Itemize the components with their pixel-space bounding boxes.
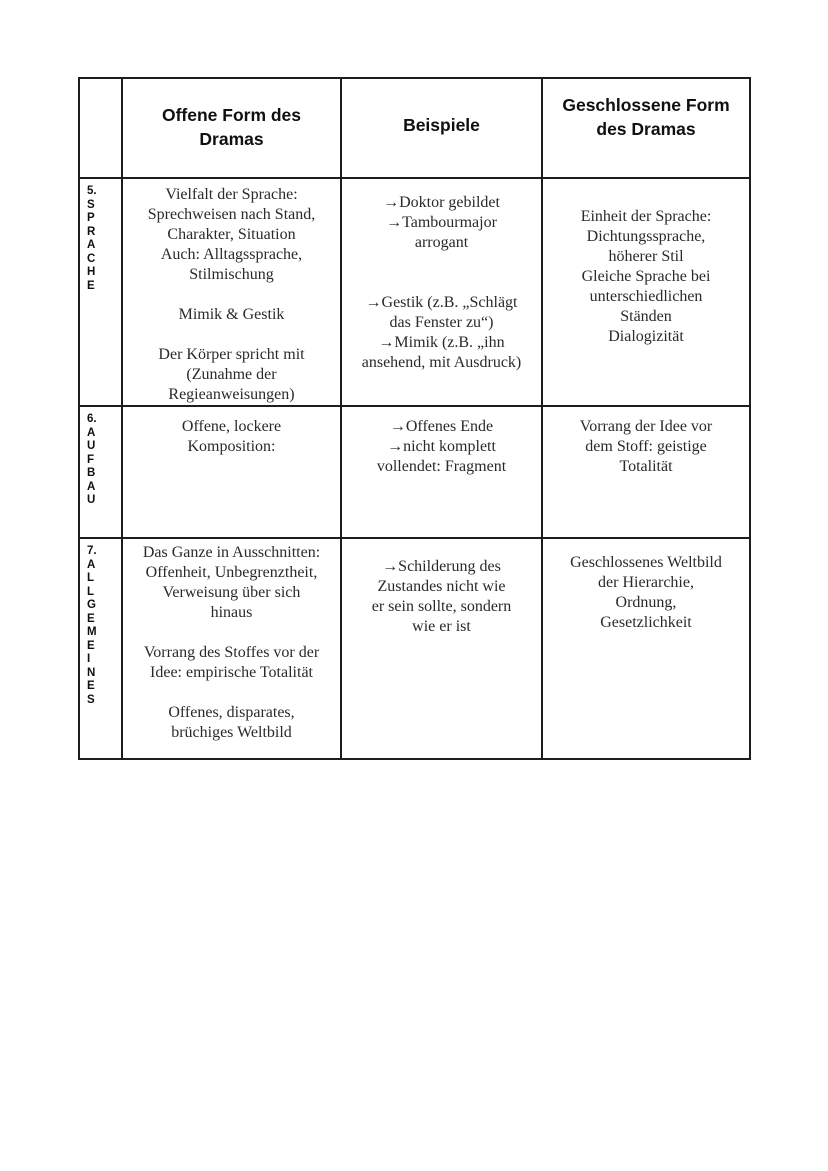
text-line	[123, 683, 340, 703]
text-line: Zustandes nicht wie	[377, 578, 506, 595]
text-line: wie er ist	[412, 618, 471, 635]
text-line: Geschlossenes Weltbild	[570, 554, 722, 571]
header-row	[79, 78, 750, 178]
text-line: Stilmischung	[189, 266, 274, 283]
row-label	[80, 539, 121, 707]
text-line: Ordnung,	[615, 594, 677, 611]
text-line: Auch: Alltagssprache,	[160, 246, 303, 263]
cell-text	[123, 407, 340, 457]
label-char: N	[87, 666, 96, 679]
text-line: Vielfalt der Sprache:	[165, 186, 298, 203]
label-char: C	[87, 252, 96, 265]
header-open-form-title	[123, 79, 340, 151]
row-allgemeines	[79, 538, 750, 759]
text-line: hinaus	[210, 604, 253, 621]
text-line	[342, 253, 541, 273]
row-allgemeines-label-cell	[79, 538, 122, 759]
text-line: dem Stoff: geistige	[585, 438, 707, 455]
text-line: arrogant	[414, 234, 469, 251]
header-closed-form-title	[543, 79, 749, 141]
vertical-label	[87, 199, 121, 294]
text-line: Ständen	[620, 308, 672, 325]
text-line: Dichtungssprache,	[586, 228, 706, 245]
label-char: M	[87, 626, 97, 638]
text-line: Offenes, disparates,	[168, 704, 295, 721]
label-char: B	[87, 467, 96, 479]
header-examples-title	[342, 79, 541, 137]
label-char: U	[87, 440, 96, 452]
label-char: L	[87, 585, 95, 598]
label-char: A	[87, 480, 96, 493]
label-char: S	[87, 693, 95, 706]
header-open-form-cell	[122, 78, 341, 178]
cell-text	[342, 539, 541, 637]
label-char: P	[87, 212, 95, 224]
text-line: Regieanweisungen)	[168, 386, 295, 403]
row-aufbau	[79, 406, 750, 538]
text-line: →Schilderung des	[382, 558, 501, 575]
label-char: E	[87, 612, 95, 625]
text-line: Dramas	[199, 129, 264, 149]
label-char: A	[87, 426, 96, 439]
label-char: I	[87, 653, 91, 665]
text-line: Verweisung über sich	[162, 584, 301, 601]
label-char: S	[87, 198, 95, 211]
text-line	[123, 285, 340, 305]
text-line: brüchiges Weltbild	[171, 724, 292, 741]
cell-text	[123, 179, 340, 405]
row-sprache-open-form-cell	[122, 178, 341, 406]
cell-text	[123, 539, 340, 743]
label-char: H	[87, 266, 96, 278]
label-char: R	[87, 225, 96, 238]
row-allgemeines-closed-form-cell	[542, 538, 750, 759]
text-line: ansehend, mit Ausdruck)	[361, 354, 522, 371]
text-line: →Mimik (z.B. „ihn	[378, 334, 505, 351]
text-line	[342, 273, 541, 293]
cell-text	[543, 407, 749, 477]
text-line: unterschiedlichen	[589, 288, 703, 305]
text-line: Sprechweisen nach Stand,	[147, 206, 316, 223]
row-label	[80, 407, 121, 508]
text-line: der Hierarchie,	[598, 574, 694, 591]
text-line: Dialogizität	[608, 328, 684, 345]
text-line: Das Ganze in Ausschnitten:	[142, 544, 321, 561]
row-number: 5.	[87, 185, 97, 197]
row-label	[80, 179, 121, 293]
cell-text	[342, 179, 541, 373]
text-line: des Dramas	[596, 119, 696, 139]
text-line: →Doktor gebildet	[383, 194, 500, 211]
text-line: (Zunahme der	[186, 366, 277, 383]
text-line: Offene Form des	[161, 105, 302, 125]
row-number: 6.	[87, 413, 97, 425]
text-line: Vorrang des Stoffes vor der	[143, 644, 320, 661]
row-sprache	[79, 178, 750, 406]
vertical-label	[87, 427, 121, 508]
cell-text	[342, 407, 541, 477]
text-line: Komposition:	[187, 438, 276, 455]
text-line: er sein sollte, sondern	[371, 598, 512, 615]
row-aufbau-label-cell	[79, 406, 122, 538]
label-char: E	[87, 639, 95, 652]
text-line: Idee: empirische Totalität	[150, 664, 313, 681]
text-line: Der Körper spricht mit	[158, 346, 305, 363]
text-line: Einheit der Sprache:	[580, 208, 712, 225]
text-line: Vorrang der Idee vor	[579, 418, 713, 435]
header-corner-cell	[79, 78, 122, 178]
label-char: L	[87, 572, 95, 584]
row-sprache-label-cell	[79, 178, 122, 406]
row-aufbau-closed-form-cell	[542, 406, 750, 538]
text-line: →Offenes Ende	[389, 418, 494, 435]
text-line: Totalität	[619, 458, 673, 475]
cell-text	[543, 179, 749, 347]
text-line: vollendet: Fragment	[376, 458, 507, 475]
label-char: E	[87, 680, 95, 692]
text-line: Offenheit, Unbegrenztheit,	[145, 564, 318, 581]
row-aufbau-open-form-cell	[122, 406, 341, 538]
label-char: G	[87, 599, 96, 611]
row-allgemeines-open-form-cell	[122, 538, 341, 759]
text-line	[123, 623, 340, 643]
text-line: höherer Stil	[608, 248, 684, 265]
label-char: U	[87, 494, 96, 506]
label-char: A	[87, 558, 96, 571]
row-sprache-closed-form-cell	[542, 178, 750, 406]
row-allgemeines-examples-cell	[341, 538, 542, 759]
text-line: →Gestik (z.B. „Schlägt	[365, 294, 518, 311]
text-line: Offene, lockere	[181, 418, 282, 435]
text-line: Charakter, Situation	[167, 226, 296, 243]
label-char: A	[87, 239, 96, 251]
label-char: F	[87, 453, 95, 466]
header-examples-cell	[341, 78, 542, 178]
label-char: E	[87, 279, 95, 292]
text-line: Mimik & Gestik	[178, 306, 285, 323]
text-line: →nicht komplett	[387, 438, 496, 455]
text-line: Beispiele	[403, 115, 480, 135]
text-line: das Fenster zu“)	[389, 314, 494, 331]
drama-comparison-table	[78, 77, 751, 760]
row-sprache-examples-cell	[341, 178, 542, 406]
vertical-label	[87, 559, 121, 708]
text-line: Gleiche Sprache bei	[581, 268, 711, 285]
text-line: Gesetzlichkeit	[600, 614, 692, 631]
row-aufbau-examples-cell	[341, 406, 542, 538]
text-line	[123, 325, 340, 345]
row-number: 7.	[87, 545, 97, 557]
text-line: →Tambourmajor	[386, 214, 497, 231]
cell-text	[543, 539, 749, 633]
text-line: Geschlossene Form	[562, 95, 730, 115]
header-closed-form-cell	[542, 78, 750, 178]
